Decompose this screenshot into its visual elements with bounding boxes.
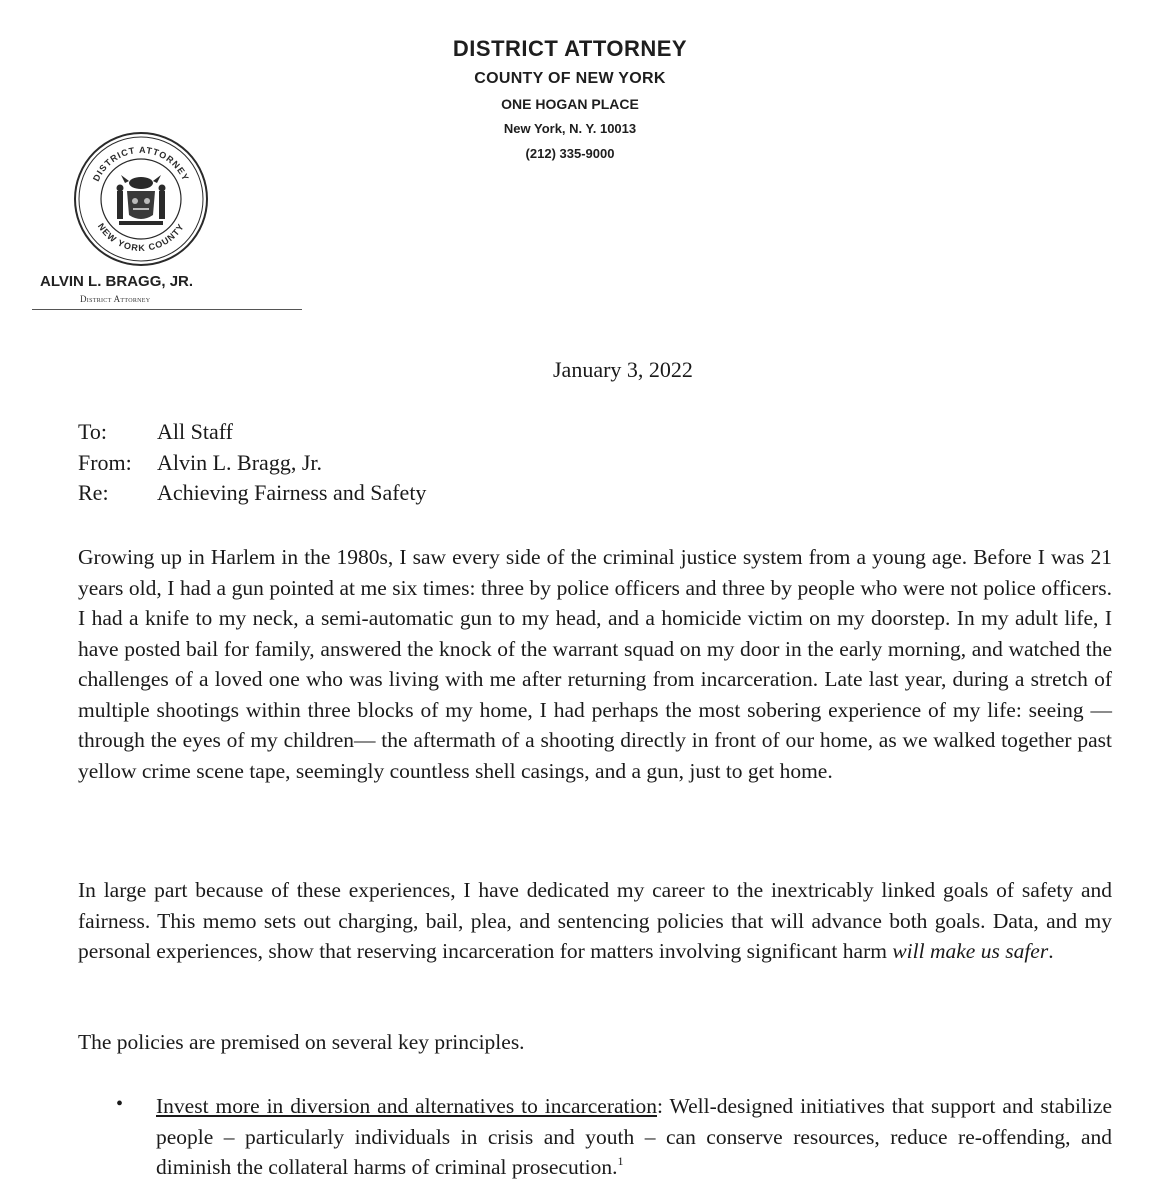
memo-from-value: Alvin L. Bragg, Jr. xyxy=(157,450,322,475)
body-paragraph-3: The policies are premised on several key principles. xyxy=(78,1030,525,1054)
memo-to-row xyxy=(78,419,233,445)
svg-text:NEW YORK COUNTY xyxy=(96,221,186,253)
memo-to-value: All Staff xyxy=(157,419,233,444)
coat-of-arms-icon xyxy=(117,175,166,225)
letterhead-city: New York, N. Y. 10013 xyxy=(503,121,637,136)
letterhead-phone: (212) 335-9000 xyxy=(525,146,615,161)
body-paragraph-1: Growing up in Harlem in the 1980s, I saw every side of the criminal justice system from a young age. Before I was 21 years old, I had a gun pointed at me six times: three by police officers and three by people who were not police officers. I had a knife to my neck, a semi-automatic gun to my head, and a homicide victim on my doorstep. In my adult life, I have posted bail for family, answered the knock of the warrant squad on my door in the early morning, and watched the challenges of a loved one who was living with me after returning from incarceration. Late last year, during a stretch of multiple shootings within three blocks of my home, I had perhaps the most sobering experience of my life: seeing —through the eyes of my children— the aftermath of a shooting directly in front of our home, as we walked together past yellow crime scene tape, seemingly countless shell casings, and a gun, just to get home. xyxy=(78,545,1112,783)
paragraph-2-end: . xyxy=(1048,939,1054,963)
memo-to-label: To: xyxy=(78,419,108,444)
memo-re-label: Re: xyxy=(78,480,109,505)
letterhead-office: DISTRICT ATTORNEY xyxy=(452,36,688,61)
bullet-item-1 xyxy=(156,1091,1112,1183)
bullet-point-icon: • xyxy=(116,1093,124,1115)
paragraph-2-text: In large part because of these experiences, I have dedicated my career to the inextricably linked goals of safety and fairness. This memo sets out charging, bail, plea, and sentencing policies that will advance both goals. Data, and my personal experiences, show that reserving incarceration for matters involving significant harm xyxy=(78,878,1112,963)
footnote-ref-1[interactable]: 1 xyxy=(617,1154,624,1168)
memo-re-row xyxy=(78,480,426,506)
memo-from-row xyxy=(78,450,322,476)
bullet-1-text: : Well-designed initiatives that support and stabilize people – particularly individuals in crisis and youth – can conserve resources, reduce re-offending, and diminish the collateral harms of criminal prosecution. xyxy=(156,1094,1112,1179)
body-paragraph-2 xyxy=(78,875,1112,967)
bullet-1-heading: Invest more in diversion and alternatives to incarceration xyxy=(156,1094,657,1118)
memo-from-label: From: xyxy=(78,450,132,475)
signatory-name: ALVIN L. BRAGG, JR. xyxy=(40,273,194,290)
memo-re-value: Achieving Fairness and Safety xyxy=(157,480,427,505)
signatory-title: District Attorney xyxy=(80,294,151,304)
memo-date: January 3, 2022 xyxy=(553,357,693,382)
letterhead-county: COUNTY OF NEW YORK xyxy=(474,70,666,87)
district-attorney-seal xyxy=(73,131,209,267)
seal-top-text: DISTRICT ATTORNEY xyxy=(90,144,192,183)
letterhead-divider xyxy=(32,309,302,310)
paragraph-2-emphasis: will make us safer xyxy=(892,939,1049,963)
seal-bottom-text: NEW YORK COUNTY xyxy=(95,221,187,254)
letterhead-street: ONE HOGAN PLACE xyxy=(501,96,639,112)
